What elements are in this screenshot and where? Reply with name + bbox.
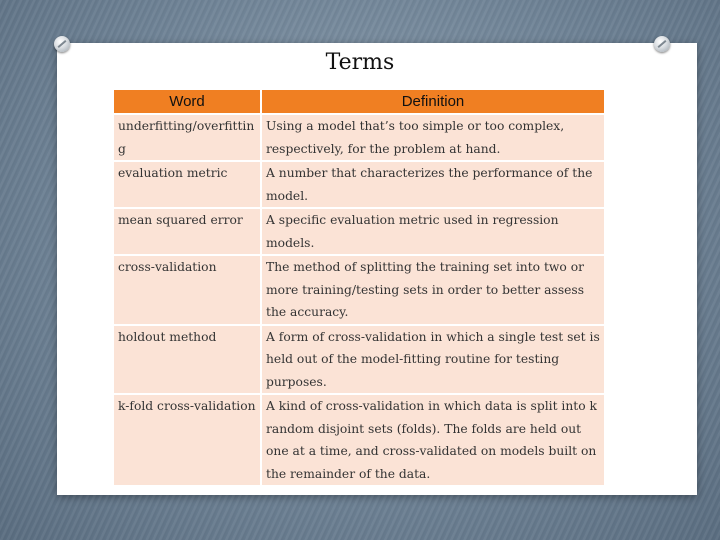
table-row (114, 114, 604, 161)
table-row (114, 208, 604, 255)
table-row (114, 325, 604, 395)
page-title: Terms (325, 50, 395, 75)
terms-table (114, 90, 604, 487)
term-cell: k-fold cross-validation (114, 394, 261, 486)
column-header-definition: Definition (261, 90, 604, 114)
definition-cell: A specific evaluation metric used in regression models. (261, 208, 604, 255)
term-cell: evaluation metric (114, 161, 261, 208)
term-cell: mean squared error (114, 208, 261, 255)
definition-cell: A number that characterizes the performance of the model. (261, 161, 604, 208)
table-header-row (114, 90, 604, 114)
term-cell: holdout method (114, 325, 261, 395)
term-cell: cross-validation (114, 255, 261, 325)
column-header-word: Word (114, 90, 261, 114)
definition-cell: The method of splitting the training set into two or more training/testing sets in order to better assess the accuracy. (261, 255, 604, 325)
definition-cell: Using a model that’s too simple or too complex, respectively, for the problem at hand. (261, 114, 604, 161)
term-cell: underfitting/overfitting (114, 114, 261, 161)
table-row (114, 161, 604, 208)
definition-cell: A kind of cross-validation in which data is split into k random disjoint sets (folds). The folds are held out one at a time, and cross-validated on models built on the remainder of the data. (261, 394, 604, 486)
table-row (114, 255, 604, 325)
definition-cell: A form of cross-validation in which a single test set is held out of the model-fitting routine for testing purposes. (261, 325, 604, 395)
table-row (114, 394, 604, 486)
